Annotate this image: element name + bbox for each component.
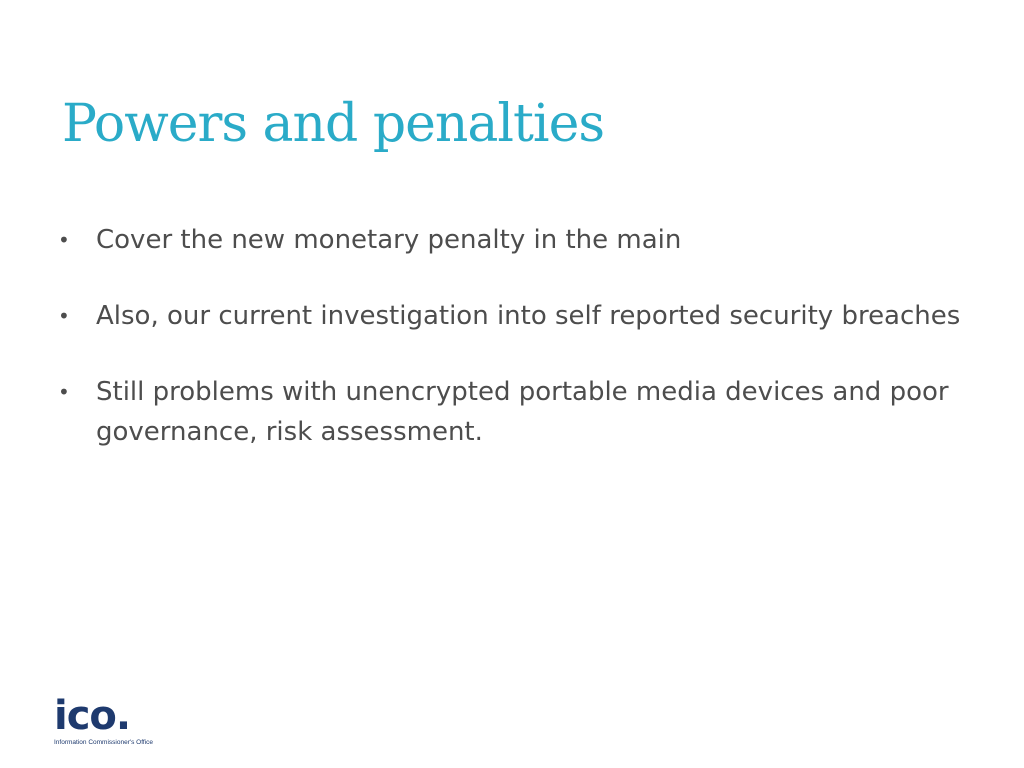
logo-subtitle: Information Commissioner's Office — [54, 739, 154, 746]
logo-mark: ico. — [54, 693, 131, 739]
ico-logo — [54, 693, 154, 756]
bullet-item — [58, 296, 978, 336]
bullet-text: Still problems with unencrypted portable media devices and poor governance, risk assessment. — [96, 377, 949, 447]
bullet-text: Also, our current investigation into self reported security breaches — [96, 301, 961, 331]
bullet-item — [58, 372, 978, 452]
bullet-item — [58, 220, 978, 260]
bullet-text: Cover the new monetary penalty in the main — [96, 225, 682, 255]
bullet-list — [58, 220, 978, 488]
bullet-icon: • — [58, 304, 70, 328]
bullet-icon: • — [58, 380, 70, 404]
bullet-icon: • — [58, 228, 70, 252]
slide-title: Powers and penalties — [62, 94, 605, 154]
